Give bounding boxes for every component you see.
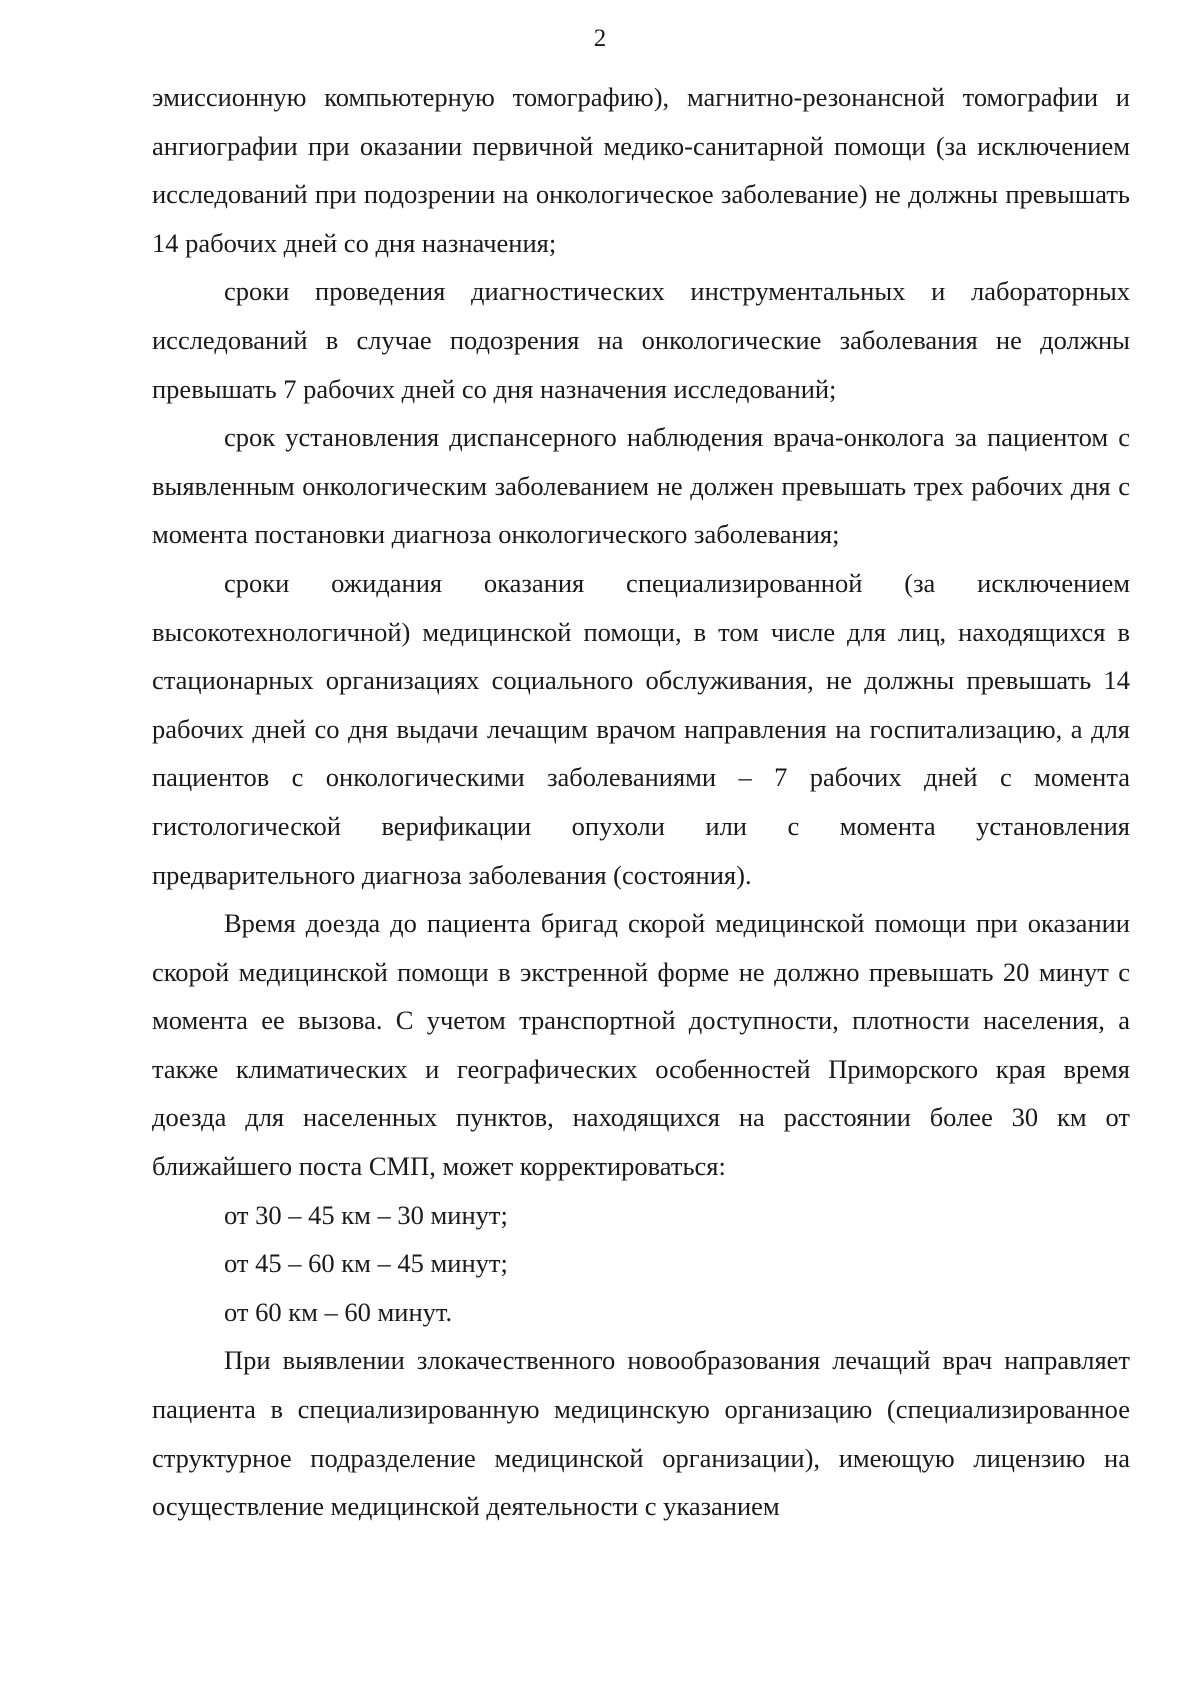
- paragraph-oncology-observation: срок установления диспансерного наблюдения врача-онколога за пациентом с выявленным онкологическим заболеванием не должен превышать трех рабочих дня с момента постановки диагноза онкологического заболевания;: [152, 422, 1130, 550]
- paragraph-continuation: эмиссионную компьютерную томографию), магнитно-резонансной томографии и ангиографии при оказании первичной медико-санитарной помощи (за исключением исследований при подозрении на онкологическое заболевание) не должны превышать 14 рабочих дней со дня назначения;: [152, 82, 1130, 258]
- page-number: 2: [593, 25, 607, 52]
- document-body: [152, 73, 1130, 1531]
- distance-item: от 60 км – 60 минут.: [224, 1296, 453, 1327]
- paragraph-ambulance-time: Время доезда до пациента бригад скорой медицинской помощи при оказании скорой медицинской помощи в экстренной форме не должно превышать 20 минут с момента ее вызова. С учетом транспортной доступности, плотности населения, а также климатических и географических особенностей Приморского края время доезда для населенных пунктов, находящихся на расстоянии более 30 км от ближайшего поста СМП, может корректироваться:: [152, 908, 1130, 1182]
- paragraph-malignancy-referral: При выявлении злокачественного новообразования лечащий врач направляет пациента в специализированную медицинскую организацию (специализированное структурное подразделение медицинской организации), имеющую лицензию на осуществление медицинской деятельности с указанием: [152, 1345, 1130, 1522]
- distance-item: от 30 – 45 км – 30 минут;: [224, 1199, 508, 1230]
- paragraph-specialized-care: сроки ожидания оказания специализированной (за исключением высокотехнологичной) медицинской помощи, в том числе для лиц, находящихся в стационарных организациях социального обслуживания, не должны превышать 14 рабочих дней со дня выдачи лечащим врачом направления на госпитализацию, а для пациентов с онкологическими заболеваниями – 7 рабочих дней с момента гистологической верификации опухоли или с момента установления предварительного диагноза заболевания (состояния).: [152, 567, 1130, 890]
- paragraph-diagnostic-terms: сроки проведения диагностических инструментальных и лабораторных исследований в случае подозрения на онкологические заболевания не должны превышать 7 рабочих дней со дня назначения исследований;: [152, 276, 1130, 404]
- distance-item: от 45 – 60 км – 45 минут;: [224, 1248, 508, 1279]
